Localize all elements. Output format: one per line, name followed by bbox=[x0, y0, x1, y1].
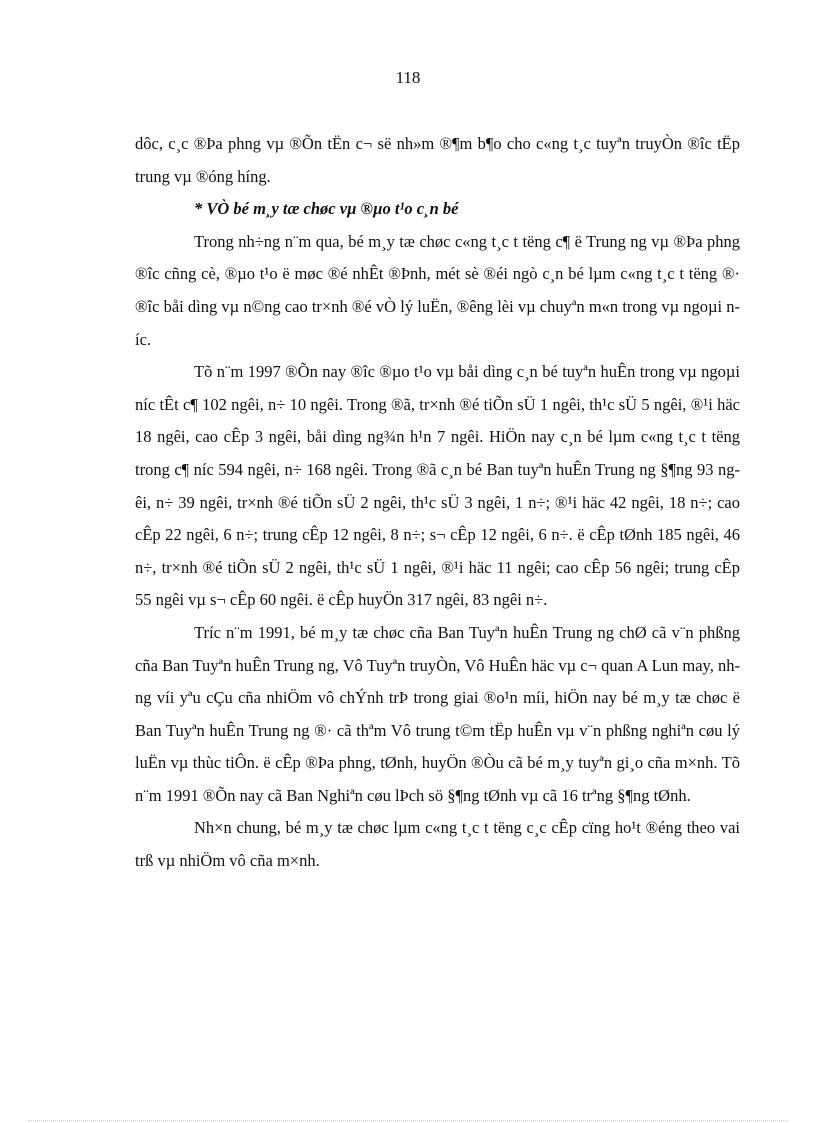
page-bottom-divider bbox=[28, 1120, 788, 1121]
section-heading: * VÒ bé m¸y tæ chøc vµ ®µo t¹o c¸n bé bbox=[194, 199, 459, 219]
paragraph: Tríc n¨m 1991, bé m¸y tæ chøc cña Ban Tuyªn huÊn Trung ng chØ cã v¨n phßng cña Ban Tuyªn huÊn Trung ng, Vô Tuyªn truyÒn, Vô HuÊn häc vµ c¬ quan A Lun may, nhng víi yªu cÇu cña nhiÖm vô chÝnh trÞ trong giai ®o¹n míi, hiÖn nay bé m¸y tæ chøc ë Ban Tuyªn huÊn Trung ng ®· cã thªm Vô trung t©m tËp huÊn vµ v¨n phßng nghiªn cøu lý luËn vµ thùc tiÔn. ë cÊp ®Þa phng, tØnh, huyÖn ®Òu cã bé m¸y tuyªn gi¸o cña m×nh. Tõ n¨m 1991 ®Õn nay cã Ban Nghiªn cøu lÞch sö §¶ng tØnh vµ cã 16 trªng §¶ng tØnh. bbox=[135, 622, 740, 805]
paragraph: Trong nh÷ng n¨m qua, bé m¸y tæ chøc c«ng t¸c t tëng c¶ ë Trung ng vµ ®Þa phng ®îc cñng cè, ®µo t¹o ë møc ®é nhÊt ®Þnh, mét sè ®éi ngò c¸n bé lµm c«ng t¸c t tëng ®· ®îc båi dìng vµ n©ng cao tr×nh ®é vÒ lý luËn, ®êng lèi vµ chuyªn m«n trong vµ ngoµi níc. bbox=[135, 231, 740, 349]
paragraph: Tõ n¨m 1997 ®Õn nay ®îc ®µo t¹o vµ båi dìng c¸n bé tuyªn huÊn trong vµ ngoµi níc tÊt c¶ 102 ngêi, n÷ 10 ngêi. Trong ®ã, tr×nh ®é tiÕn sÜ 1 ngêi, th¹c sÜ 5 ngêi, ®¹i häc 18 ngêi, cao cÊp 3 ngêi, båi dìng ng¾n h¹n 7 ngêi. HiÖn nay c¸n bé lµm c«ng t¸c t tëng trong c¶ níc 594 ngêi, n÷ 168 ngêi. Trong ®ã c¸n bé Ban tuyªn huÊn Trung ng §¶ng 93 ngêi, n÷ 39 ngêi, tr×nh ®é tiÕn sÜ 2 ngêi, th¹c sÜ 3 ngêi, 1 n÷; ®¹i häc 42 ngêi, 18 n÷; cao cÊp 22 ngêi, 6 n÷; trung cÊp 12 ngêi, 8 n÷; s¬ cÊp 12 ngêi, 6 n÷. ë cÊp tØnh 185 ngêi, 46 n÷, tr×nh ®é tiÕn sÜ 2 ngêi, th¹c sÜ 1 ngêi, ®¹i häc 11 ngêi; cao cÊp 56 ngêi; trung cÊp 55 ngêi vµ s¬ cÊp 60 ngêi. ë cÊp huyÖn 317 ngêi, 83 ngêi n÷. bbox=[135, 362, 740, 610]
paragraph: Nh×n chung, bé m¸y tæ chøc lµm c«ng t¸c t tëng c¸c cÊp cïng ho¹t ®éng theo vai trß vµ nhiÖm vô cña m×nh. bbox=[135, 818, 740, 871]
page-number: 118 bbox=[395, 68, 421, 87]
document-body bbox=[135, 128, 740, 878]
paragraph-continuation: dôc, c¸c ®Þa phng vµ ®Õn tËn c¬ së nh»m ®¶m b¶o cho c«ng t¸c tuyªn truyÒn ®îc tËp trung vµ ®óng híng. bbox=[135, 134, 740, 186]
